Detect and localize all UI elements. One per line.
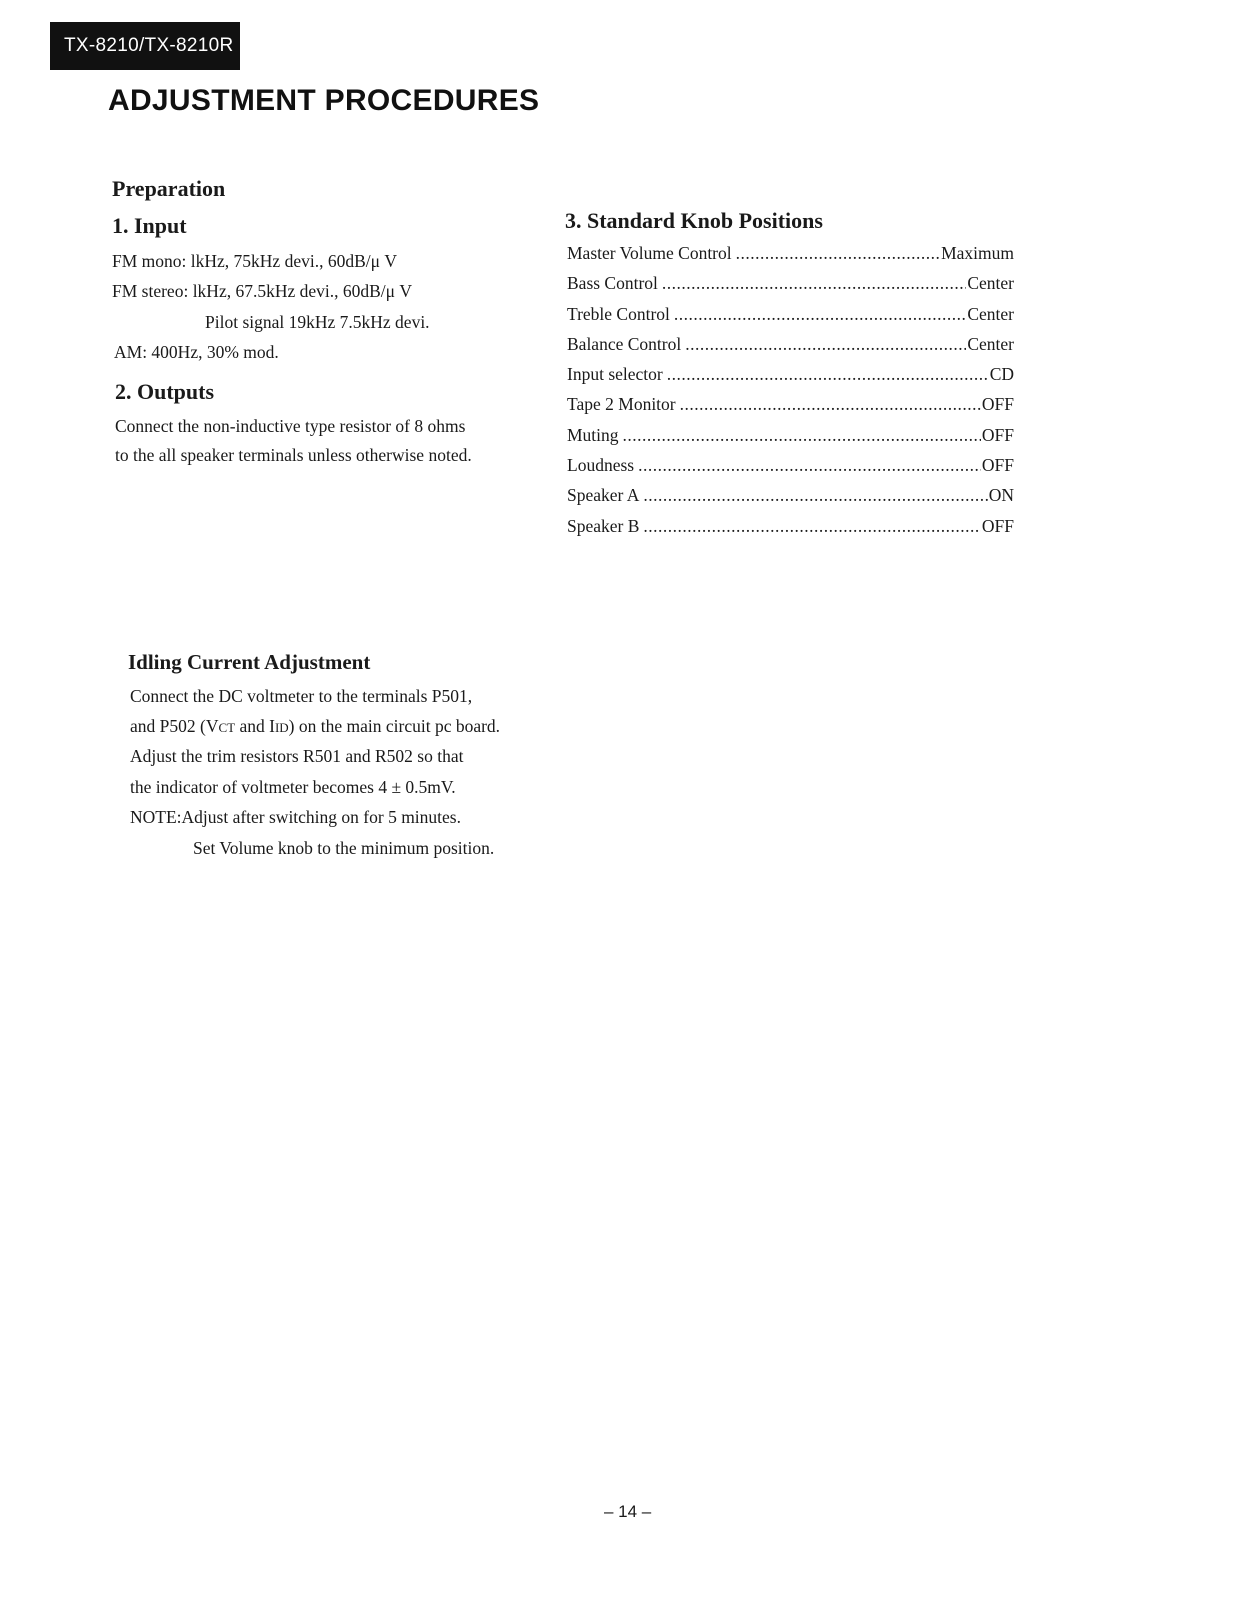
- idling-line-2-prefix: and P502 (: [130, 716, 206, 736]
- knob-value: Center: [967, 303, 1014, 324]
- knob-positions-list: [567, 243, 1014, 546]
- idling-line-2-suffix: ) on the main circuit pc board.: [288, 716, 501, 736]
- idling-note-continued: Set Volume knob to the minimum position.: [193, 838, 495, 858]
- leader-dots: [674, 304, 966, 325]
- knob-value: OFF: [981, 455, 1014, 476]
- leader-dots: [662, 273, 966, 294]
- leader-dots: [680, 394, 981, 415]
- knob-row-master-volume: [567, 243, 1014, 273]
- leader-dots: [638, 455, 981, 476]
- page-number: – 14 –: [604, 1502, 652, 1521]
- knob-name: Treble Control: [567, 303, 670, 324]
- knob-row-speaker-b: [567, 516, 1014, 546]
- knob-row-input-selector: [567, 364, 1014, 394]
- input-line-fm-stereo: FM stereo: lkHz, 67.5kHz devi., 60dB/μ V: [112, 281, 413, 301]
- knob-row-tape-2-monitor: [567, 394, 1014, 424]
- idling-note: NOTE:Adjust after switching on for 5 minutes.: [130, 807, 461, 827]
- knob-row-speaker-a: [567, 485, 1014, 515]
- vct-symbol: V: [205, 716, 219, 736]
- knob-row-bass: [567, 273, 1014, 303]
- knob-row-treble: [567, 304, 1014, 334]
- idling-line-4: the indicator of voltmeter becomes 4 ± 0.5mV.: [130, 777, 456, 797]
- iid-subscript: ID: [274, 720, 289, 735]
- knob-row-balance: [567, 334, 1014, 364]
- input-heading: 1. Input: [112, 213, 187, 238]
- knob-value: OFF: [981, 394, 1014, 415]
- idling-line-2: [130, 716, 500, 737]
- knob-name: Input selector: [567, 364, 663, 385]
- idling-line-2-and: and: [235, 716, 270, 736]
- knob-name: Balance Control: [567, 333, 682, 354]
- outputs-heading: 2. Outputs: [115, 379, 215, 404]
- input-line-am: AM: 400Hz, 30% mod.: [114, 342, 279, 362]
- knob-name: Speaker B: [567, 515, 640, 536]
- idling-current-heading: Idling Current Adjustment: [128, 650, 371, 674]
- knob-positions-heading: 3. Standard Knob Positions: [565, 208, 823, 233]
- model-tab: TX-8210/TX-8210R: [50, 22, 240, 70]
- knob-row-muting: [567, 425, 1014, 455]
- knob-name: Muting: [567, 424, 619, 445]
- knob-name: Speaker A: [567, 485, 640, 506]
- leader-dots: [685, 334, 966, 355]
- knob-name: Tape 2 Monitor: [567, 394, 676, 415]
- input-line-pilot-signal: Pilot signal 19kHz 7.5kHz devi.: [205, 312, 430, 332]
- knob-row-loudness: [567, 455, 1014, 485]
- knob-value: Maximum: [941, 243, 1014, 263]
- input-line-fm-mono: FM mono: lkHz, 75kHz devi., 60dB/μ V: [112, 251, 397, 271]
- leader-dots: [623, 425, 981, 446]
- vct-subscript: CT: [218, 720, 236, 735]
- leader-dots: [667, 364, 989, 385]
- knob-name: Master Volume Control: [567, 243, 732, 263]
- idling-line-3: Adjust the trim resistors R501 and R502 so that: [130, 746, 464, 766]
- leader-dots: [736, 243, 940, 264]
- knob-name: Bass Control: [567, 273, 658, 294]
- knob-value: OFF: [981, 424, 1014, 445]
- knob-value: CD: [989, 364, 1014, 385]
- knob-value: OFF: [981, 515, 1014, 536]
- knob-value: Center: [967, 333, 1014, 354]
- page-title: ADJUSTMENT PROCEDURES: [108, 84, 540, 117]
- leader-dots: [643, 516, 980, 537]
- preparation-heading: Preparation: [112, 176, 226, 201]
- iid-symbol: I: [269, 716, 275, 736]
- idling-line-1: Connect the DC voltmeter to the terminals P501,: [130, 686, 473, 706]
- knob-value: ON: [988, 485, 1014, 506]
- outputs-line-1: Connect the non-inductive type resistor of 8 ohms: [115, 416, 466, 436]
- knob-value: Center: [967, 273, 1014, 294]
- outputs-line-2: to the all speaker terminals unless otherwise noted.: [115, 445, 472, 465]
- knob-name: Loudness: [567, 455, 635, 476]
- leader-dots: [643, 485, 987, 506]
